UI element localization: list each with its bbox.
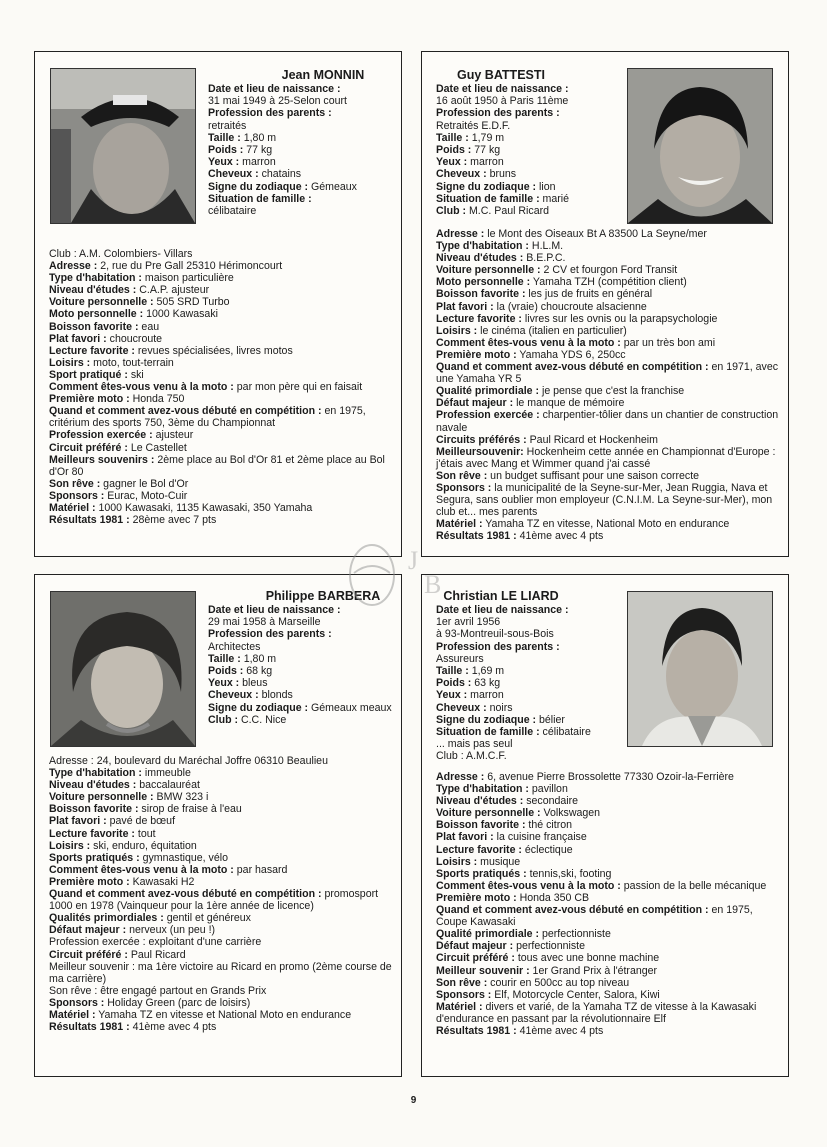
field-label: Taille :	[208, 131, 241, 144]
field-value: Retraités E.D.F.	[436, 119, 511, 132]
field-row: Adresse : 6, avenue Pierre Brossolette 77330 Ozoir-la-Ferrière	[436, 771, 734, 783]
field-label: Cheveux :	[436, 701, 487, 714]
portrait-image	[51, 69, 195, 223]
field-row: Niveau d'études : B.E.P.C.	[436, 252, 566, 265]
field-label: Situation de famille :	[436, 726, 540, 739]
field-label: Club :	[208, 713, 239, 726]
field-label: Signe du zodiaque :	[436, 180, 537, 193]
field-row: Résultats 1981 : 41ème avec 4 pts	[436, 1024, 604, 1037]
field-label: Date et lieu de naissance :	[436, 83, 569, 95]
field-row: Niveau d'études : C.A.P. ajusteur	[49, 284, 210, 297]
field-label: Yeux :	[436, 156, 468, 169]
field-row: Résultats 1981 : 41ème avec 4 pts	[436, 530, 604, 543]
field-row: Voiture personnelle : 2 CV et fourgon Ford Transit	[436, 264, 678, 277]
field-row: Quand et comment avez-vous débuté en compétition : en 1971, avec une Yamaha YR 5	[436, 361, 779, 386]
field-label: Taille :	[436, 665, 469, 678]
field-row: Moto personnelle : 1000 Kawasaki	[49, 308, 218, 321]
rider-card-le-liard: Christian LE LIARD Date et lieu de naissance : 1er avril 1956 à 93-Montreuil-sous-Bois Profession des parents : Assureurs Taille : 1,69 m Poids : 63 kg Yeux : marron Cheveux : noirs Signe du zodiaque : bélier Situation de famille : célibataire ... mais pas seul Club : A.M.C.F. Adresse : 6, avenue Pierre Brossolette 77330 Ozoir-la-Ferrière Type d'habitation : pavillon Niveau d'études : secondaire Voiture personnelle : Volkswagen Boisson favorite : thé citron Plat favori : la cuisine française Lecture favorite : éclectique Loisirs : musique Sports pratiqués : tennis,ski, footing Comment êtes-vous venu à la moto : passion de la belle mécanique Première moto : Honda 350 CB Quand et comment avez-vous débuté en compétition : en 1975, Coupe Kawasaki Qualité primordiale : perfectionniste Défaut majeur : perfectionniste Circuit préféré : tous avec une bonne machine Meilleur souvenir : 1er Grand Prix à l'étranger Son rêve : courir en 500cc au top niveau Sponsors : Elf, Motorcycle Center, Salora, Kiwi Matériel : divers et varié, de la Yamaha TZ de vitesse à la Kawasaki d'endurance en passant par la révolutionnaire Elf Résultats 1981 : 41ème avec 4 pts	[421, 574, 789, 1077]
field-label: Yeux :	[208, 677, 240, 690]
field-row: Type d'habitation : pavillon	[436, 783, 568, 796]
field-row: Circuits préférés : Paul Ricard et Hockenheim	[436, 433, 658, 446]
field-label: Signe du zodiaque :	[436, 713, 537, 726]
field-value: chatains	[258, 168, 302, 181]
field-row: Sports pratiqués : tennis,ski, footing	[436, 867, 612, 880]
field-row: Sponsors : Elf, Motorcycle Center, Salora, Kiwi	[436, 988, 660, 1001]
field-label: Poids :	[208, 144, 244, 157]
field-label: Poids :	[436, 144, 472, 157]
field-row: Matériel : 1000 Kawasaki, 1135 Kawasaki, 350 Yamaha	[49, 501, 313, 514]
field-row: Lecture favorite : éclectique	[436, 843, 573, 856]
field-row: Boisson favorite : les jus de fruits en général	[436, 288, 653, 301]
field-row: Première moto : Kawasaki H2	[49, 875, 195, 888]
field-label: Club :	[436, 205, 467, 218]
field-row: Type d'habitation : maison particulière	[49, 272, 234, 285]
svg-text:B: B	[424, 570, 442, 599]
field-row: Circuit préféré : Le Castellet	[49, 441, 187, 454]
field-label: Taille :	[436, 131, 469, 144]
field-value: 31 mai 1949 à 25-Selon court	[208, 95, 347, 108]
rider-name: Philippe BARBERA	[265, 589, 381, 603]
field-row: Qualité primordiale : perfectionniste	[436, 928, 611, 941]
field-row: Plat favori : la cuisine française	[436, 831, 587, 844]
field-row: Sponsors : la municipalité de la Seyne-sur-Mer, Jean Ruggia, Nava et Segura, sans oublier mon employeur (C.N.I.M. La Seyne-sur-Mer), mon club et... mes parents	[436, 481, 773, 519]
field-row: Première moto : Honda 350 CB	[436, 891, 590, 904]
rider-photo	[50, 68, 196, 224]
field-label: Situation de famille :	[436, 192, 540, 205]
field-label: Cheveux :	[436, 168, 487, 181]
field-row: Son rêve : être engagé partout en Grands Prix	[49, 984, 267, 997]
field-value: 1,80 m	[240, 131, 277, 144]
field-row: Son rêve : un budget suffisant pour une saison correcte	[436, 469, 700, 482]
field-label: Profession des parents :	[208, 107, 332, 120]
field-row: Meilleursouvenir: Hockenheim cette année en Championnat d'Europe : j'étais avec Mang et Wimmer quand j'ai cassé	[436, 445, 776, 470]
portrait-image	[628, 592, 772, 746]
field-label: Date et lieu de naissance :	[208, 604, 341, 616]
field-label: Poids :	[208, 665, 244, 678]
field-label: Situation de famille :	[208, 192, 312, 205]
field-row: Niveau d'études : secondaire	[436, 795, 579, 808]
field-row: Club : A.M. Colombiers- Villars	[49, 248, 193, 260]
field-row: Première moto : Honda 750	[49, 393, 185, 406]
field-value: 1er avril 1956	[436, 616, 501, 629]
field-row: Matériel : divers et varié, de la Yamaha TZ de vitesse à la Kawasaki d'endurance en passant par la révolutionnaire Elf	[436, 1000, 757, 1025]
field-row: Sponsors : Holiday Green (parc de loisirs)	[49, 996, 251, 1009]
portrait-image	[51, 592, 195, 746]
field-value: 29 mai 1958 à Marseille	[208, 616, 321, 629]
field-row: Quand et comment avez-vous débuté en compétition : promosport 1000 en 1978 (Vainqueur pour la 1ère année de licence)	[49, 888, 379, 913]
field-row: Profession exercée : exploitant d'une carrière	[49, 936, 262, 949]
field-label: Yeux :	[436, 689, 468, 702]
field-row: Loisirs : moto, tout-terrain	[49, 356, 174, 369]
field-row: Sponsors : Eurac, Moto-Cuir	[49, 489, 188, 502]
field-label: Signe du zodiaque :	[208, 180, 309, 193]
field-row: Moto personnelle : Yamaha TZH (compétition client)	[436, 276, 687, 289]
field-row: Profession exercée : ajusteur	[49, 429, 194, 442]
field-value: Club : A.M.C.F.	[436, 750, 507, 763]
field-row: Plat favori : pavé de bœuf	[49, 815, 176, 828]
portrait-image	[628, 69, 772, 223]
field-row: Résultats 1981 : 41ème avec 4 pts	[49, 1021, 217, 1034]
field-row: Quand et comment avez-vous débuté en compétition : en 1975, critérium des sports 750, 3ème du Championnat	[49, 405, 366, 430]
field-label: Cheveux :	[208, 168, 259, 181]
field-row: Circuit préféré : tous avec une bonne machine	[436, 952, 660, 965]
field-row: Loisirs : ski, enduro, équitation	[49, 839, 197, 852]
field-row: Défaut majeur : nerveux (un peu !)	[49, 924, 216, 937]
rider-card-barbera: Philippe BARBERA Date et lieu de naissance : 29 mai 1958 à Marseille Profession des parents : Architectes Taille : 1,80 m Poids : 68 kg Yeux : bleus Cheveux : blonds Signe du zodiaque : Gémeaux meaux Club : C.C. Nice Adresse : 24, boulevard du Maréchal Joffre 06310 Beaulieu Type d'habitation : immeuble Niveau d'études : baccalauréat Voiture personnelle : BMW 323 i Boisson favorite : sirop de fraise à l'eau Plat favori : pavé de bœuf Lecture favorite : tout Loisirs : ski, enduro, équitation Sports pratiqués : gymnastique, vélo Comment êtes-vous venu à la moto : par hasard Première moto : Kawasaki H2 Quand et comment avez-vous débuté en compétition : promosport 1000 en 1978 (Vainqueur pour la 1ère année de licence) Qualités primordiales : gentil et généreux Défaut majeur : nerveux (un peu !) Profession exercée : exploitant d'une carrière Circuit préféré : Paul Ricard Meilleur souvenir : ma 1ère victoire au Ricard en promo (2ème course de ma carrière) Son rêve : être engagé partout en Grands Prix Sponsors : Holiday Green (parc de loisirs) Matériel : Yamaha TZ en vitesse et National Moto en endurance Résultats 1981 : 41ème avec 4 pts	[34, 574, 402, 1077]
field-row: Comment êtes-vous venu à la moto : par mon père qui en faisait	[49, 381, 363, 394]
field-row: Type d'habitation : immeuble	[49, 767, 191, 780]
field-row: Lecture favorite : tout	[49, 827, 156, 840]
field-row: Défaut majeur : le manque de mémoire	[436, 397, 625, 410]
field-row: Adresse : le Mont des Oiseaux Bt A 83500 La Seyne/mer	[436, 228, 707, 240]
field-value: marron	[239, 156, 276, 169]
svg-text:J: J	[408, 546, 419, 575]
field-row: Adresse : 24, boulevard du Maréchal Joffre 06310 Beaulieu	[49, 755, 328, 767]
field-row: Meilleur souvenir : ma 1ère victoire au Ricard en promo (2ème course de ma carrière)	[49, 960, 392, 985]
field-row: Qualités primordiales : gentil et généreux	[49, 912, 251, 925]
field-row: Plat favori : choucroute	[49, 332, 163, 345]
field-row: Matériel : Yamaha TZ en vitesse et National Moto en endurance	[49, 1008, 352, 1021]
field-row: Circuit préféré : Paul Ricard	[49, 948, 186, 961]
field-value: Assureurs	[436, 652, 484, 665]
field-row: Comment êtes-vous venu à la moto : par un très bon ami	[436, 336, 716, 349]
page-number: 9	[410, 1095, 417, 1106]
field-row: Type d'habitation : H.L.M.	[436, 240, 564, 253]
field-row: Niveau d'études : baccalauréat	[49, 779, 200, 792]
field-row: Matériel : Yamaha TZ en vitesse, National Moto en endurance	[436, 518, 730, 531]
field-row: Adresse : 2, rue du Pre Gall 25310 Hérimoncourt	[49, 260, 283, 273]
field-value: célibataire	[208, 205, 257, 218]
field-value: Architectes	[208, 640, 261, 653]
field-label: Taille :	[208, 652, 241, 665]
rider-card-monnin	[34, 51, 402, 557]
field-row: Meilleurs souvenirs : 2ème place au Bol d'Or 81 et 2ème place au Bol d'Or 80	[49, 453, 385, 478]
rider-name: Jean MONNIN	[281, 68, 365, 82]
rider-photo	[50, 591, 196, 747]
field-row: Boisson favorite : sirop de fraise à l'eau	[49, 803, 242, 816]
field-row: Boisson favorite : thé citron	[436, 819, 573, 832]
field-label: Profession des parents :	[436, 107, 560, 120]
field-label: Date et lieu de naissance :	[436, 604, 569, 616]
field-row: Boisson favorite : eau	[49, 320, 160, 333]
field-row: Qualité primordiale : je pense que c'est la franchise	[436, 385, 685, 398]
field-row: Plat favori : la (vraie) choucroute alsacienne	[436, 300, 647, 313]
field-row: Première moto : Yamaha YDS 6, 250cc	[436, 348, 626, 361]
field-row: Meilleur souvenir : 1er Grand Prix à l'étranger	[436, 964, 658, 977]
field-row: Voiture personnelle : Volkswagen	[436, 807, 601, 820]
rider-name: Christian LE LIARD	[443, 589, 559, 603]
field-row: Comment êtes-vous venu à la moto : par hasard	[49, 863, 288, 876]
watermark-sketch	[346, 533, 454, 615]
field-row: Lecture favorite : revues spécialisées, livres motos	[49, 344, 293, 357]
field-value: 77 kg	[243, 144, 273, 157]
field-row: Défaut majeur : perfectionniste	[436, 940, 585, 953]
field-row: Loisirs : le cinéma (italien en particulier)	[436, 324, 627, 337]
rider-photo	[627, 68, 773, 224]
field-row: Loisirs : musique	[436, 855, 521, 868]
field-label: Signe du zodiaque :	[208, 701, 309, 714]
field-label: Cheveux :	[208, 689, 259, 702]
field-label: Poids :	[436, 677, 472, 690]
field-row: Son rêve : gagner le Bol d'Or	[49, 477, 189, 490]
field-row: Résultats 1981 : 28ème avec 7 pts	[49, 514, 217, 527]
field-row: Voiture personnelle : 505 SRD Turbo	[49, 296, 230, 309]
field-row: Voiture personnelle : BMW 323 i	[49, 791, 209, 804]
rider-name: Guy BATTESTI	[457, 68, 545, 82]
field-row: Sport pratiqué : ski	[49, 368, 144, 381]
field-row: Quand et comment avez-vous débuté en compétition : en 1975, Coupe Kawasaki	[436, 904, 753, 929]
field-row: Lecture favorite : livres sur les ovnis ou la parapsychologie	[436, 312, 718, 325]
field-value: à 93-Montreuil-sous-Bois	[436, 628, 554, 641]
rider-card-battesti: Guy BATTESTI Date et lieu de naissance : 16 août 1950 à Paris 11ème Profession des parents : Retraités E.D.F. Taille : 1,79 m Poids : 77 kg Yeux : marron Cheveux : bruns Signe du zodiaque : lion Situation de famille : marié Club : M.C. Paul Ricard Adresse : le Mont des Oiseaux Bt A 83500 La Seyne/mer Type d'habitation : H.L.M. Niveau d'études : B.E.P.C. Voiture personnelle : 2 CV et fourgon Ford Transit Moto personnelle : Yamaha TZH (compétition client) Boisson favorite : les jus de fruits en général Plat favori : la (vraie) choucroute alsacienne Lecture favorite : livres sur les ovnis ou la parapsychologie Loisirs : le cinéma (italien en particulier) Comment êtes-vous venu à la moto : par un très bon ami Première moto : Yamaha YDS 6, 250cc Quand et comment avez-vous débuté en compétition : en 1971, avec une Yamaha YR 5 Qualité primordiale : je pense que c'est la franchise Défaut majeur : le manque de mémoire Profession exercée : charpentier-tôlier dans un chantier de construction navale Circuits préférés : Paul Ricard et Hockenheim Meilleursouvenir: Hockenheim cette année en Championnat d'Europe : j'étais avec Mang et Wimmer quand j'ai cassé Son rêve : un budget suffisant pour une saison correcte Sponsors : la municipalité de la Seyne-sur-Mer, Jean Ruggia, Nava et Segura, sans oublier mon employeur (C.N.I.M. La Seyne-sur-Mer), mon club et... mes parents Matériel : Yamaha TZ en vitesse, National Moto en endurance Résultats 1981 : 41ème avec 4 pts	[421, 51, 789, 557]
field-value: Gémeaux	[308, 180, 357, 193]
field-row: Sports pratiqués : gymnastique, vélo	[49, 851, 228, 864]
field-value: 16 août 1950 à Paris 11ème	[436, 95, 569, 108]
field-row: Comment êtes-vous venu à la moto : passion de la belle mécanique	[436, 879, 767, 892]
field-row: Son rêve : courir en 500cc au top niveau	[436, 976, 630, 989]
field-value: ... mais pas seul	[436, 738, 513, 751]
field-label: Date et lieu de naissance :	[208, 83, 341, 95]
field-label: Profession des parents :	[436, 640, 560, 653]
field-row: Profession exercée : charpentier-tôlier dans un chantier de construction navale	[436, 409, 779, 434]
rider-photo	[627, 591, 773, 747]
field-value: retraités	[208, 119, 247, 132]
field-label: Profession des parents :	[208, 628, 332, 641]
field-label: Yeux :	[208, 156, 240, 169]
